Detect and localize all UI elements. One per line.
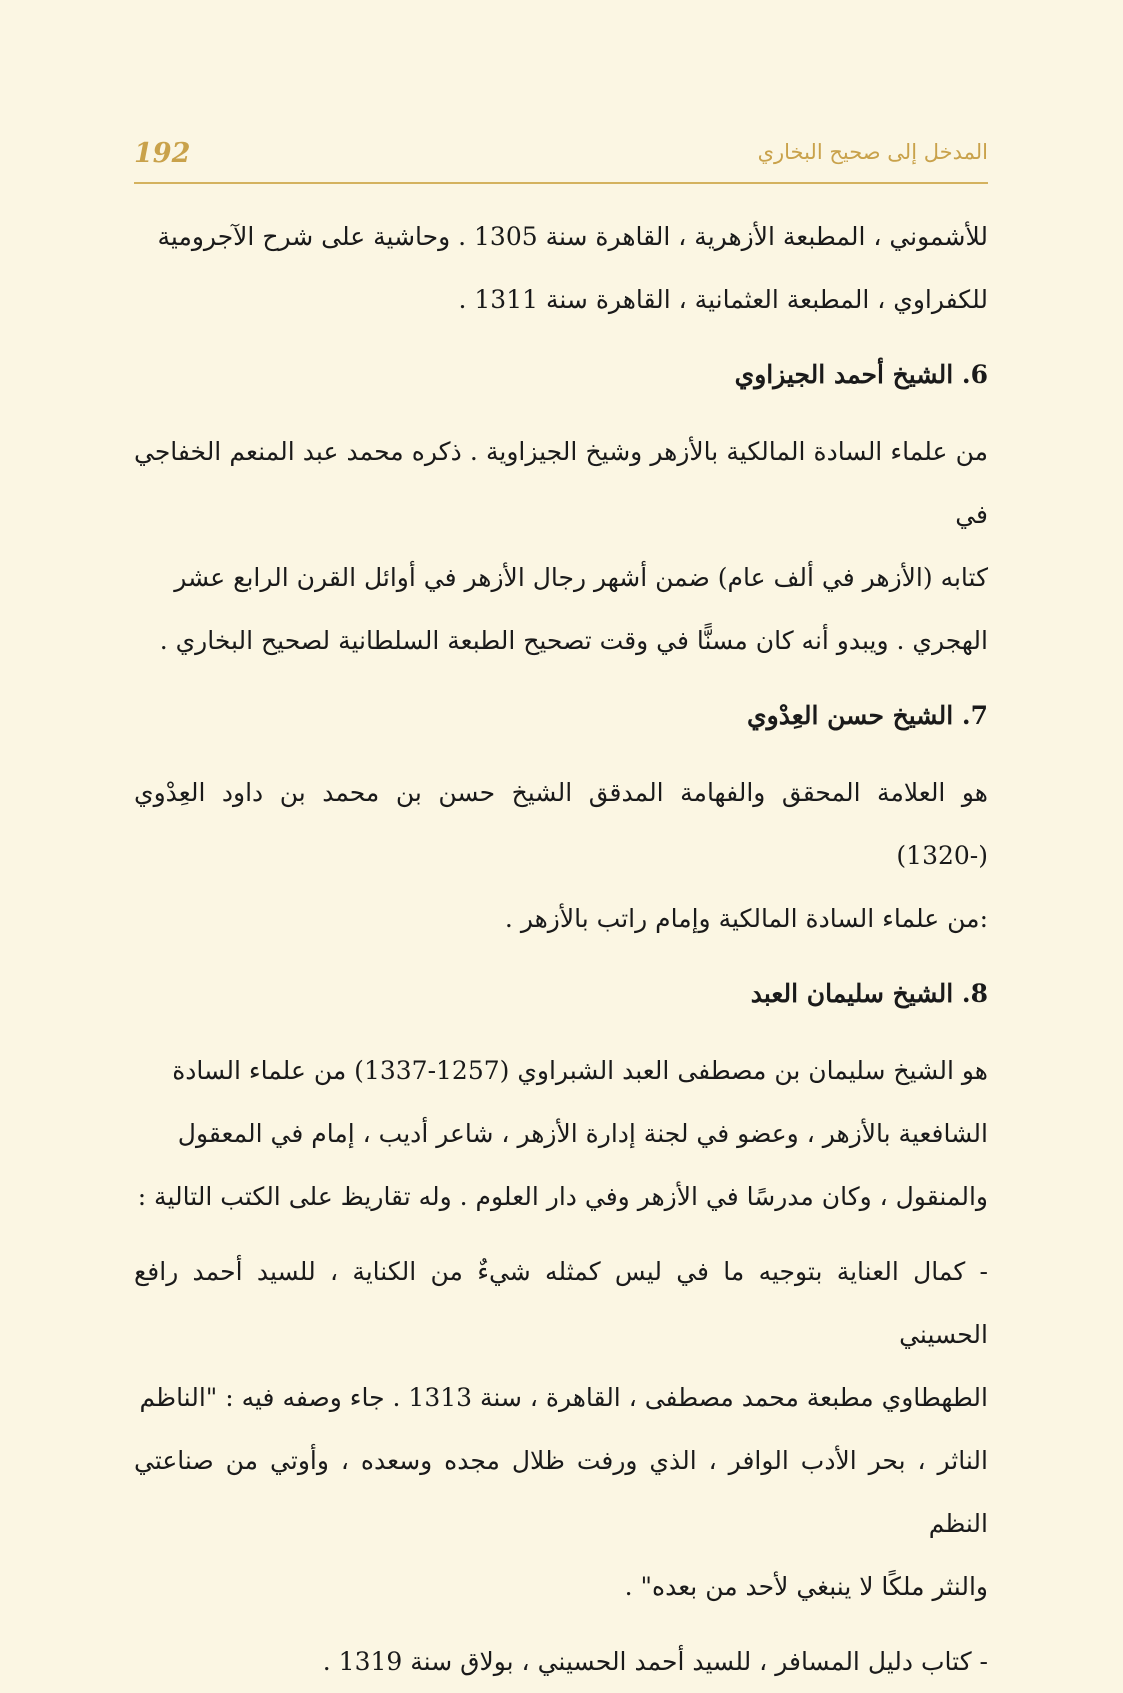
running-title: المدخل إلى صحيح البخاري xyxy=(757,140,988,164)
text-line: كتابه (الأزهر في ألف عام) ضمن أشهر رجال الأزهر في أوائل القرن الرابع عشر xyxy=(174,563,988,592)
text-line: والنثر ملكًا لا ينبغي لأحد من بعده" . xyxy=(624,1572,988,1601)
text-line: الطهطاوي مطبعة محمد مصطفى ، القاهرة ، سنة 1313 . جاء وصفه فيه : "الناظم xyxy=(139,1383,988,1412)
list-item-dalil-al-musafir xyxy=(134,1630,988,1693)
section-heading-6: 6. الشيخ أحمد الجيزاوي xyxy=(734,360,988,389)
paragraph-ashmouni xyxy=(134,205,988,331)
section-heading-7: 7. الشيخ حسن العِدْوي xyxy=(747,701,988,730)
text-line: الشافعية بالأزهر ، وعضو في لجنة إدارة الأزهر ، شاعر أديب ، إمام في المعقول xyxy=(177,1119,988,1148)
paragraph-sulayman xyxy=(134,1039,988,1228)
section-heading-8: 8. الشيخ سليمان العبد xyxy=(750,979,988,1008)
page-body xyxy=(134,205,988,1693)
text-line: هو العلامة المحقق والفهامة المدقق الشيخ حسن بن محمد بن داود العِدْوي (-1320) xyxy=(134,778,988,870)
paragraph-idwi xyxy=(134,761,988,950)
text-line: من علماء السادة المالكية بالأزهر وشيخ الجيزاوية . ذكره محمد عبد المنعم الخفاجي في xyxy=(134,437,988,529)
text-line: للكفراوي ، المطبعة العثمانية ، القاهرة سنة 1311 . xyxy=(458,285,988,314)
text-line: - كمال العناية بتوجيه ما في ليس كمثله شيءٌ من الكناية ، للسيد أحمد رافع الحسيني xyxy=(134,1257,988,1349)
text-line: للأشموني ، المطبعة الأزهرية ، القاهرة سنة 1305 . وحاشية على شرح الآجرومية xyxy=(157,222,988,251)
text-line: - كتاب دليل المسافر ، للسيد أحمد الحسيني ، بولاق سنة 1319 . xyxy=(322,1647,988,1676)
text-line: هو الشيخ سليمان بن مصطفى العبد الشبراوي (1257-1337) من علماء السادة xyxy=(172,1056,988,1085)
text-line: :من علماء السادة المالكية وإمام راتب بالأزهر . xyxy=(504,904,988,933)
page-header xyxy=(134,132,988,184)
text-line: والمنقول ، وكان مدرسًا في الأزهر وفي دار العلوم . وله تقاريظ على الكتب التالية : xyxy=(137,1182,988,1211)
paragraph-jizawi xyxy=(134,420,988,672)
text-line: الناثر ، بحر الأدب الوافر ، الذي ورفت ظلال مجده وسعده ، وأوتي من صناعتي النظم xyxy=(134,1446,988,1538)
text-line: الهجري . ويبدو أنه كان مسنًّا في وقت تصحيح الطبعة السلطانية لصحيح البخاري . xyxy=(159,626,988,655)
list-item-kamal-al-inaya xyxy=(134,1240,988,1618)
page-number: 192 xyxy=(134,138,191,169)
